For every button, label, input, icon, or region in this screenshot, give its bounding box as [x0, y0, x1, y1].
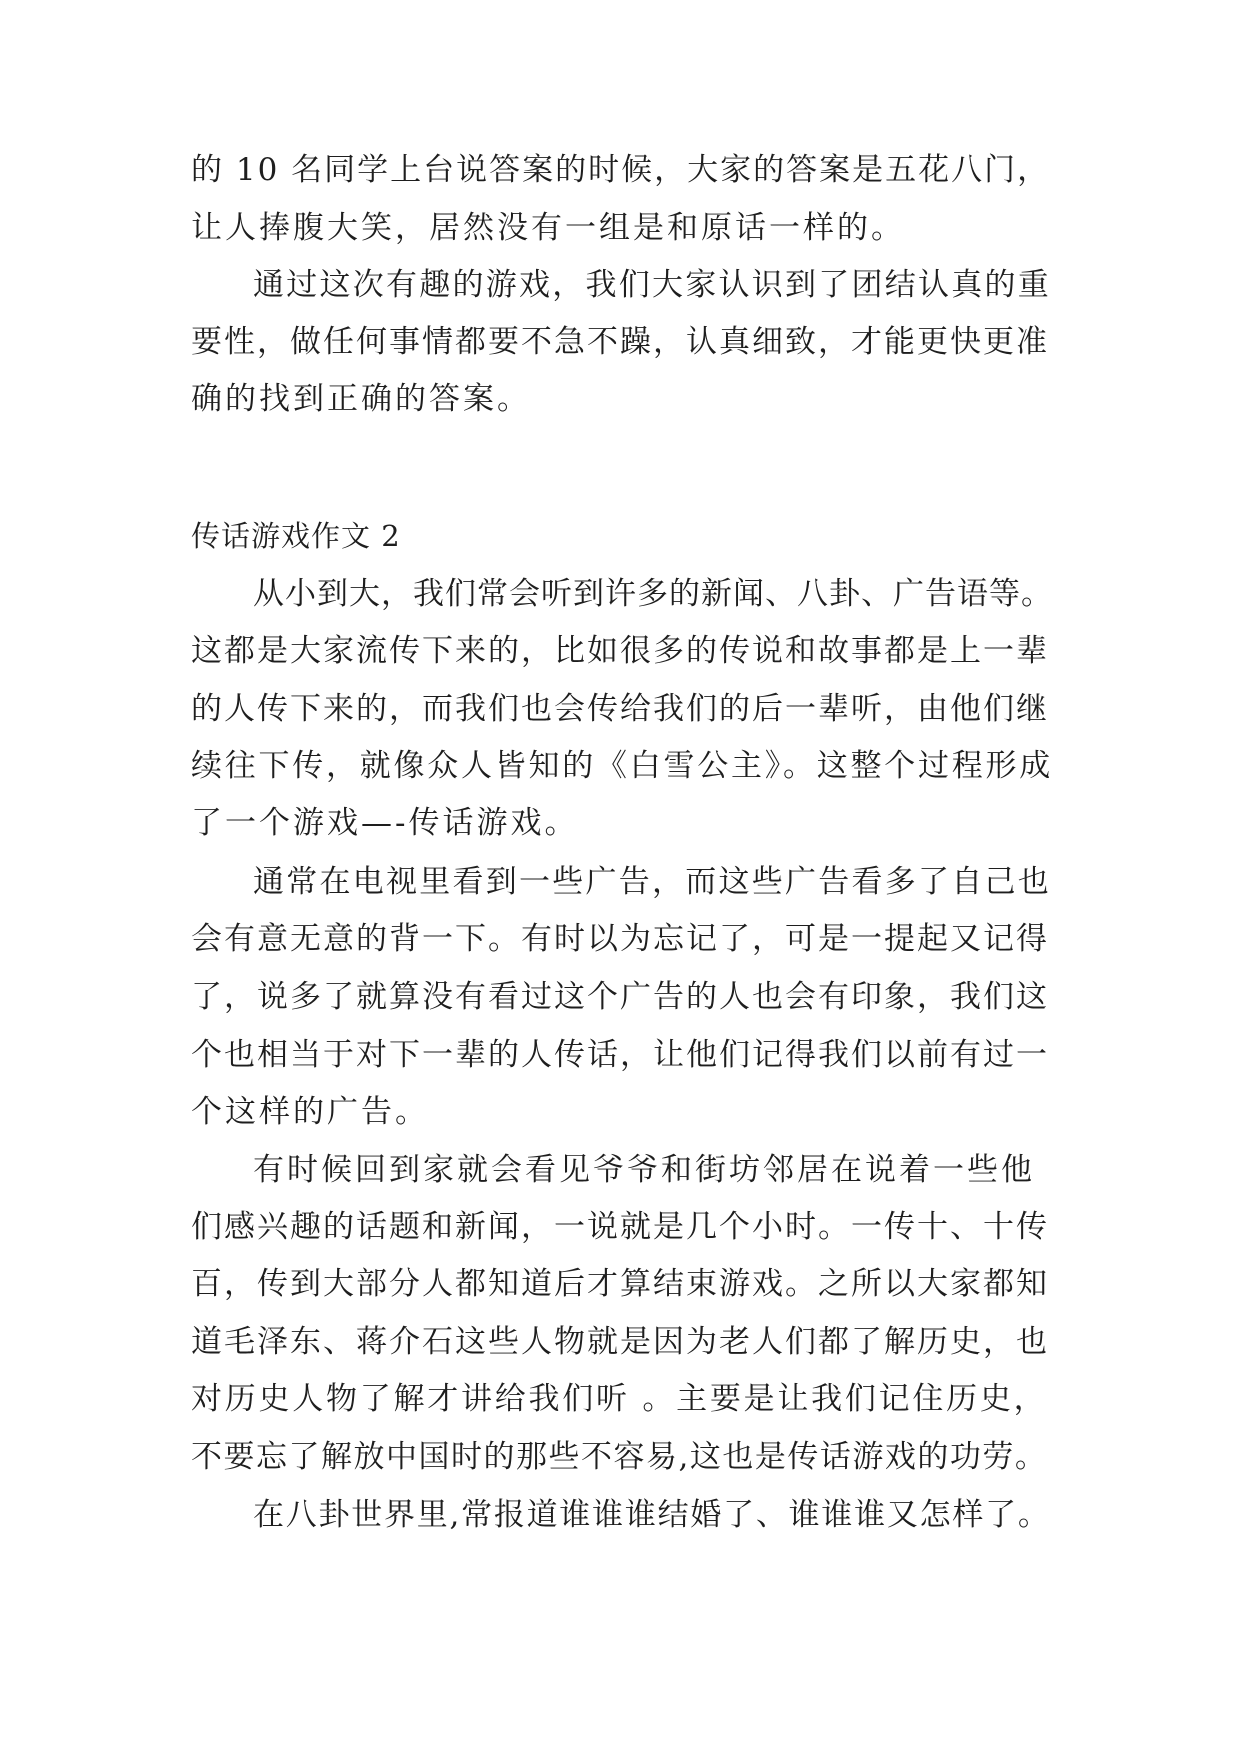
section-heading: 传话游戏作文 2: [191, 519, 401, 553]
text-line: 个这样的广告。: [191, 1094, 429, 1130]
text-line: 不要忘了解放中国时的那些不容易,这也是传话游戏的功劳。: [191, 1439, 1048, 1475]
text-line: 续往下传，就像众人皆知的《白雪公主》。这整个过程形成: [191, 748, 1053, 784]
text-line: 的 10 名同学上台说答案的时候，大家的答案是五花八门，: [191, 152, 1051, 188]
paragraph-start-line: 通常在电视里看到一些广告，而这些广告看多了自己也: [253, 864, 1051, 900]
paragraph-start-line: 在八卦世界里,常报道谁谁谁结婚了、谁谁谁又怎样了。: [253, 1497, 1051, 1533]
text-line: 要性，做任何事情都要不急不躁，认真细致，才能更快更准: [191, 324, 1049, 360]
text-line: 让人捧腹大笑，居然没有一组是和原话一样的。: [191, 210, 905, 246]
text-line: 确的找到正确的答案。: [191, 381, 531, 417]
text-line: 了一个游戏—-传话游戏。: [191, 805, 579, 841]
paragraph-start-line: 通过这次有趣的游戏，我们大家认识到了团结认真的重: [253, 267, 1051, 303]
paragraph-start-line: 从小到大，我们常会听到许多的新闻、八卦、广告语等。: [253, 576, 1053, 612]
paragraph-start-line: 有时候回到家就会看见爷爷和街坊邻居在说着一些他: [253, 1152, 1035, 1188]
text-line: 道毛泽东、蒋介石这些人物就是因为老人们都了解历史，也: [191, 1324, 1049, 1360]
text-line: 个也相当于对下一辈的人传话，让他们记得我们以前有过一: [191, 1037, 1049, 1073]
text-line: 了，说多了就算没有看过这个广告的人也会有印象，我们这: [191, 979, 1049, 1015]
text-line: 对历史人物了解才讲给我们听 。主要是让我们记住历史，: [191, 1381, 1048, 1417]
text-line: 这都是大家流传下来的，比如很多的传说和故事都是上一辈: [191, 633, 1049, 669]
text-line: 们感兴趣的话题和新闻，一说就是几个小时。一传十、十传: [191, 1209, 1049, 1245]
text-line: 会有意无意的背一下。有时以为忘记了，可是一提起又记得: [191, 921, 1049, 957]
text-line: 的人传下来的，而我们也会传给我们的后一辈听，由他们继: [191, 691, 1049, 727]
text-line: 百，传到大部分人都知道后才算结束游戏。之所以大家都知: [191, 1266, 1049, 1302]
